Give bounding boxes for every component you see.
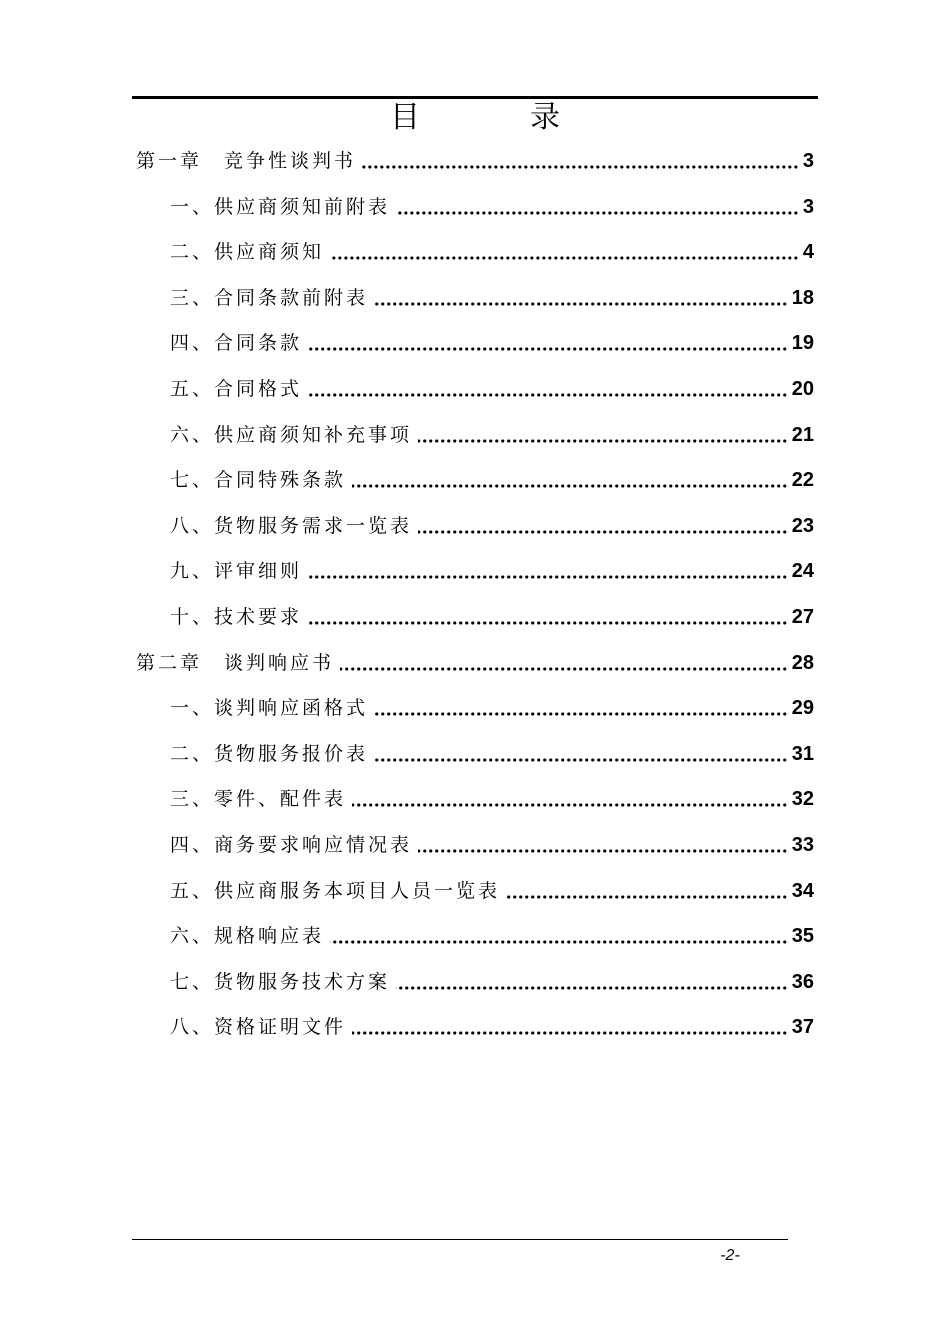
toc-section-entry[interactable] bbox=[170, 465, 814, 495]
toc-entry-label: 二、供应商须知 bbox=[170, 241, 325, 264]
toc-entry-page-number: 35 bbox=[791, 925, 814, 948]
toc-entry-label: 三、合同条款前附表 bbox=[170, 286, 369, 309]
toc-chapter-entry[interactable] bbox=[136, 146, 814, 176]
toc-entry-label: 七、货物服务技术方案 bbox=[170, 970, 391, 993]
toc-section-entry[interactable] bbox=[170, 921, 814, 951]
toc-entry-page-number: 24 bbox=[791, 560, 814, 583]
toc-section-entry[interactable] bbox=[170, 420, 814, 450]
toc-dot-leader bbox=[374, 758, 788, 762]
toc-dot-leader bbox=[418, 530, 788, 534]
toc-entry-label: 八、资格证明文件 bbox=[170, 1016, 347, 1039]
toc-entry-label: 二、货物服务报价表 bbox=[170, 742, 369, 765]
toc-entry-page-number: 3 bbox=[802, 150, 814, 172]
toc-entry-label: 六、规格响应表 bbox=[170, 925, 325, 948]
toc-section-entry[interactable] bbox=[170, 192, 814, 222]
toc-section-entry[interactable] bbox=[170, 511, 814, 541]
toc-entry-page-number: 18 bbox=[791, 286, 814, 309]
toc-entry-label: 三、零件、配件表 bbox=[170, 788, 347, 811]
toc-entry-label: 六、供应商须知补充事项 bbox=[170, 423, 413, 446]
toc-dot-leader bbox=[418, 849, 788, 853]
toc-dot-leader bbox=[396, 986, 788, 990]
toc-dot-leader bbox=[374, 712, 788, 716]
toc-section-entry[interactable] bbox=[170, 1012, 814, 1042]
toc-entry-page-number: 29 bbox=[791, 697, 814, 720]
toc-entry-page-number: 3 bbox=[802, 195, 814, 218]
toc-entry-page-number: 4 bbox=[802, 241, 814, 264]
toc-section-entry[interactable] bbox=[170, 602, 814, 632]
toc-section-entry[interactable] bbox=[170, 739, 814, 769]
toc-dot-leader bbox=[308, 621, 788, 625]
toc-entry-page-number: 33 bbox=[791, 834, 814, 856]
toc-dot-leader bbox=[308, 575, 788, 579]
toc-entry-label: 十、技术要求 bbox=[170, 606, 303, 628]
toc-section-entry[interactable] bbox=[170, 830, 814, 860]
toc-dot-leader bbox=[352, 484, 788, 488]
toc-dot-leader bbox=[362, 165, 799, 169]
toc-entry-page-number: 36 bbox=[791, 970, 814, 993]
toc-section-entry[interactable] bbox=[170, 556, 814, 586]
toc-entry-label: 一、供应商须知前附表 bbox=[170, 195, 391, 218]
toc-entry-page-number: 22 bbox=[791, 469, 814, 492]
toc-dot-leader bbox=[352, 803, 788, 807]
toc-entry-page-number: 21 bbox=[791, 423, 814, 446]
toc-section-entry[interactable] bbox=[170, 328, 814, 358]
toc-entry-label: 七、合同特殊条款 bbox=[170, 469, 347, 492]
toc-dot-leader bbox=[506, 895, 788, 899]
toc-entry-label: 一、谈判响应函格式 bbox=[170, 697, 369, 720]
toc-entry-label: 五、合同格式 bbox=[170, 378, 303, 400]
toc-entry-page-number: 27 bbox=[791, 606, 814, 628]
toc-dot-leader bbox=[396, 211, 799, 215]
toc-section-entry[interactable] bbox=[170, 237, 814, 267]
toc-entry-label: 五、供应商服务本项目人员一览表 bbox=[170, 879, 501, 902]
toc-entry-page-number: 19 bbox=[791, 332, 814, 355]
toc-section-entry[interactable] bbox=[170, 693, 814, 723]
toc-section-entry[interactable] bbox=[170, 784, 814, 814]
toc-entry-page-number: 31 bbox=[791, 742, 814, 765]
toc-entry-page-number: 32 bbox=[791, 788, 814, 811]
toc-entry-label: 第二章 谈判响应书 bbox=[136, 651, 335, 674]
toc-section-entry[interactable] bbox=[170, 876, 814, 906]
toc-entry-page-number: 37 bbox=[791, 1016, 814, 1039]
toc-entry-page-number: 23 bbox=[791, 514, 814, 537]
toc-entry-label: 四、合同条款 bbox=[170, 332, 303, 355]
toc-dot-leader bbox=[330, 256, 799, 260]
footer-rule bbox=[132, 1239, 788, 1240]
toc-entry-page-number: 34 bbox=[791, 879, 814, 902]
toc-dot-leader bbox=[308, 347, 788, 351]
toc-title: 目 录 bbox=[390, 100, 600, 135]
toc-dot-leader bbox=[330, 940, 788, 944]
toc-section-entry[interactable] bbox=[170, 967, 814, 997]
toc-dot-leader bbox=[374, 302, 788, 306]
toc-entry-page-number: 28 bbox=[791, 651, 814, 674]
toc-chapter-entry[interactable] bbox=[136, 648, 814, 678]
toc-dot-leader bbox=[418, 439, 788, 443]
toc-entry-label: 第一章 竞争性谈判书 bbox=[136, 150, 357, 172]
toc-section-entry[interactable] bbox=[170, 374, 814, 404]
toc-entry-label: 四、商务要求响应情况表 bbox=[170, 834, 413, 856]
toc-entry-label: 九、评审细则 bbox=[170, 560, 303, 583]
toc-dot-leader bbox=[308, 393, 788, 397]
toc-entry-label: 八、货物服务需求一览表 bbox=[170, 514, 413, 537]
toc-entry-page-number: 20 bbox=[791, 378, 814, 400]
header-rule bbox=[132, 96, 818, 99]
toc-dot-leader bbox=[352, 1031, 788, 1035]
toc-dot-leader bbox=[340, 667, 788, 671]
page-number: -2- bbox=[720, 1247, 740, 1264]
toc-section-entry[interactable] bbox=[170, 283, 814, 313]
